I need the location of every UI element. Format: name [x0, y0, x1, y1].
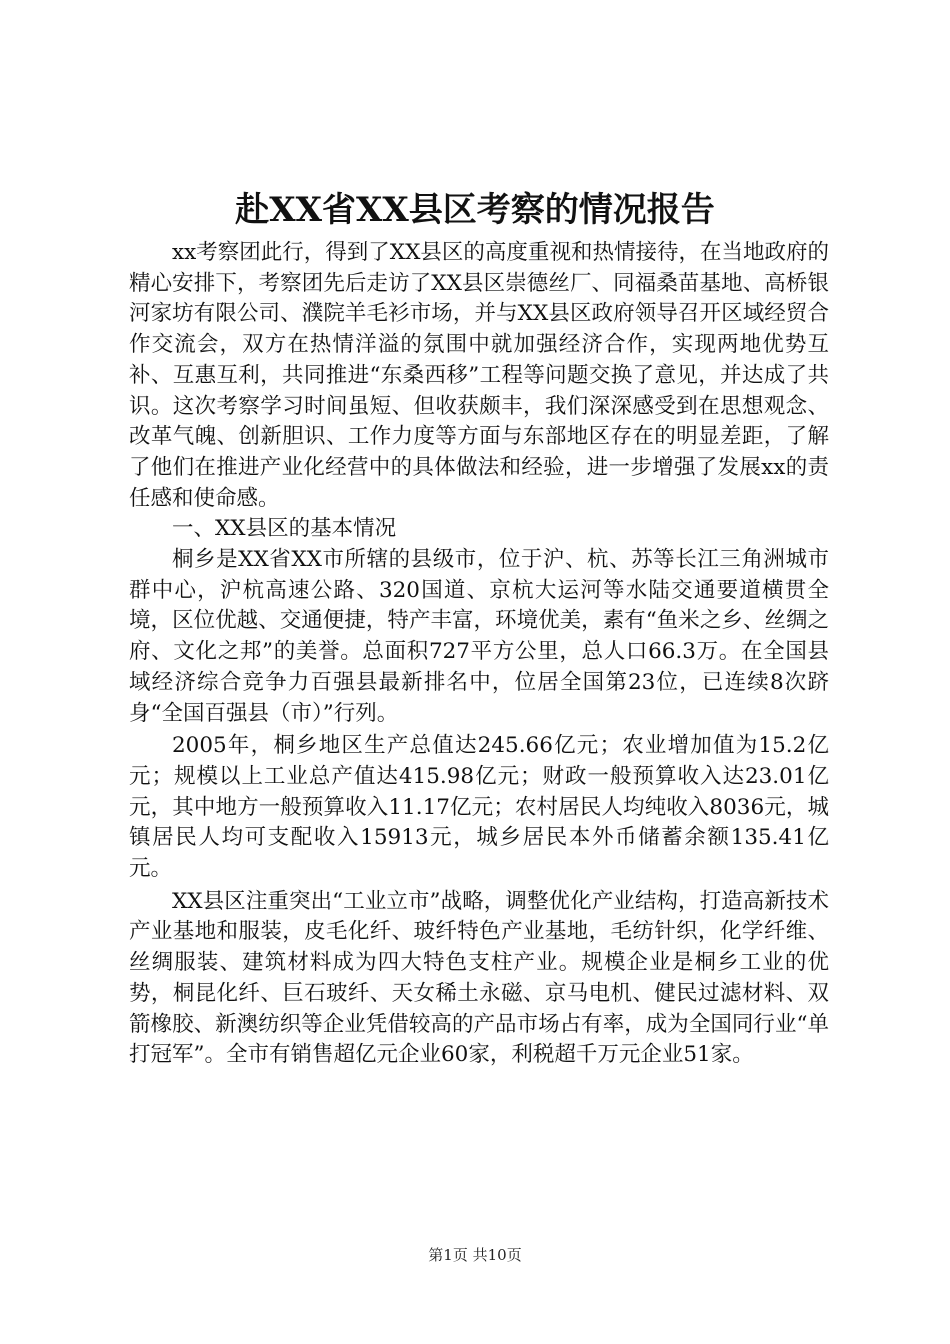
- section-paragraph-2: 2005年，桐乡地区生产总值达245.66亿元；农业增加值为15.2亿元；规模以上工业总产值达415.98亿元；财政一般预算收入达23.01亿元，其中地方一般预算收入11.17亿元；农村居民人均纯收入8036元，城镇居民人均可支配收入15913元，城乡居民本外币储蓄余额135.41亿元。: [129, 733, 829, 882]
- document-title: 赴XX省XX县区考察的情况报告: [235, 190, 715, 230]
- section-heading: 一、XX县区的基本情况: [172, 516, 397, 542]
- page-number: 第1页: [428, 1246, 468, 1264]
- section-paragraph-1: 桐乡是XX省XX市所辖的县级市，位于沪、杭、苏等长江三角洲城市群中心，沪杭高速公路、320国道、京杭大运河等水陆交通要道横贯全境，区位优越、交通便捷，特产丰富，环境优美，素有“鱼米之乡、丝绸之府、文化之邦”的美誉。总面积727平方公里，总人口66.3万。在全国县域经济综合竞争力百强县最新排名中，位居全国第23位，已连续8次跻身“全国百强县（市）”行列。: [129, 547, 829, 726]
- page-footer: [0, 1245, 950, 1265]
- section-paragraph-3: XX县区注重突出“工业立市”战略，调整优化产业结构，打造高新技术产业基地和服装，皮毛化纤、玻纤特色产业基地，毛纺针织，化学纤维、丝绸服装、建筑材料成为四大特色支柱产业。规模企业是桐乡工业的优势，桐昆化纤、巨石玻纤、天女稀土永磁、京马电机、健民过滤材料、双箭橡胶、新澳纺织等企业凭借较高的产品市场占有率，成为全国同行业“单打冠军”。全市有销售超亿元企业60家，利税超千万元企业51家。: [129, 888, 829, 1068]
- document-body: [129, 238, 829, 1071]
- page-total: 共10页: [472, 1246, 522, 1264]
- intro-paragraph: xx考察团此行，得到了XX县区的高度重视和热情接待，在当地政府的精心安排下，考察团先后走访了XX县区崇德丝厂、同福桑苗基地、高桥银河家坊有限公司、濮院羊毛衫市场，并与XX县区政府领导召开区域经贸合作交流会，双方在热情洋溢的氛围中就加强经济合作，实现两地优势互补、互惠互利，共同推进“东桑西移”工程等问题交换了意见，并达成了共识。这次考察学习时间虽短、但收获颇丰，我们深深感受到在思想观念、改革气魄、创新胆识、工作力度等方面与东部地区存在的明显差距，了解了他们在推进产业化经营中的具体做法和经验，进一步增强了发展xx的责任感和使命感。: [129, 240, 829, 511]
